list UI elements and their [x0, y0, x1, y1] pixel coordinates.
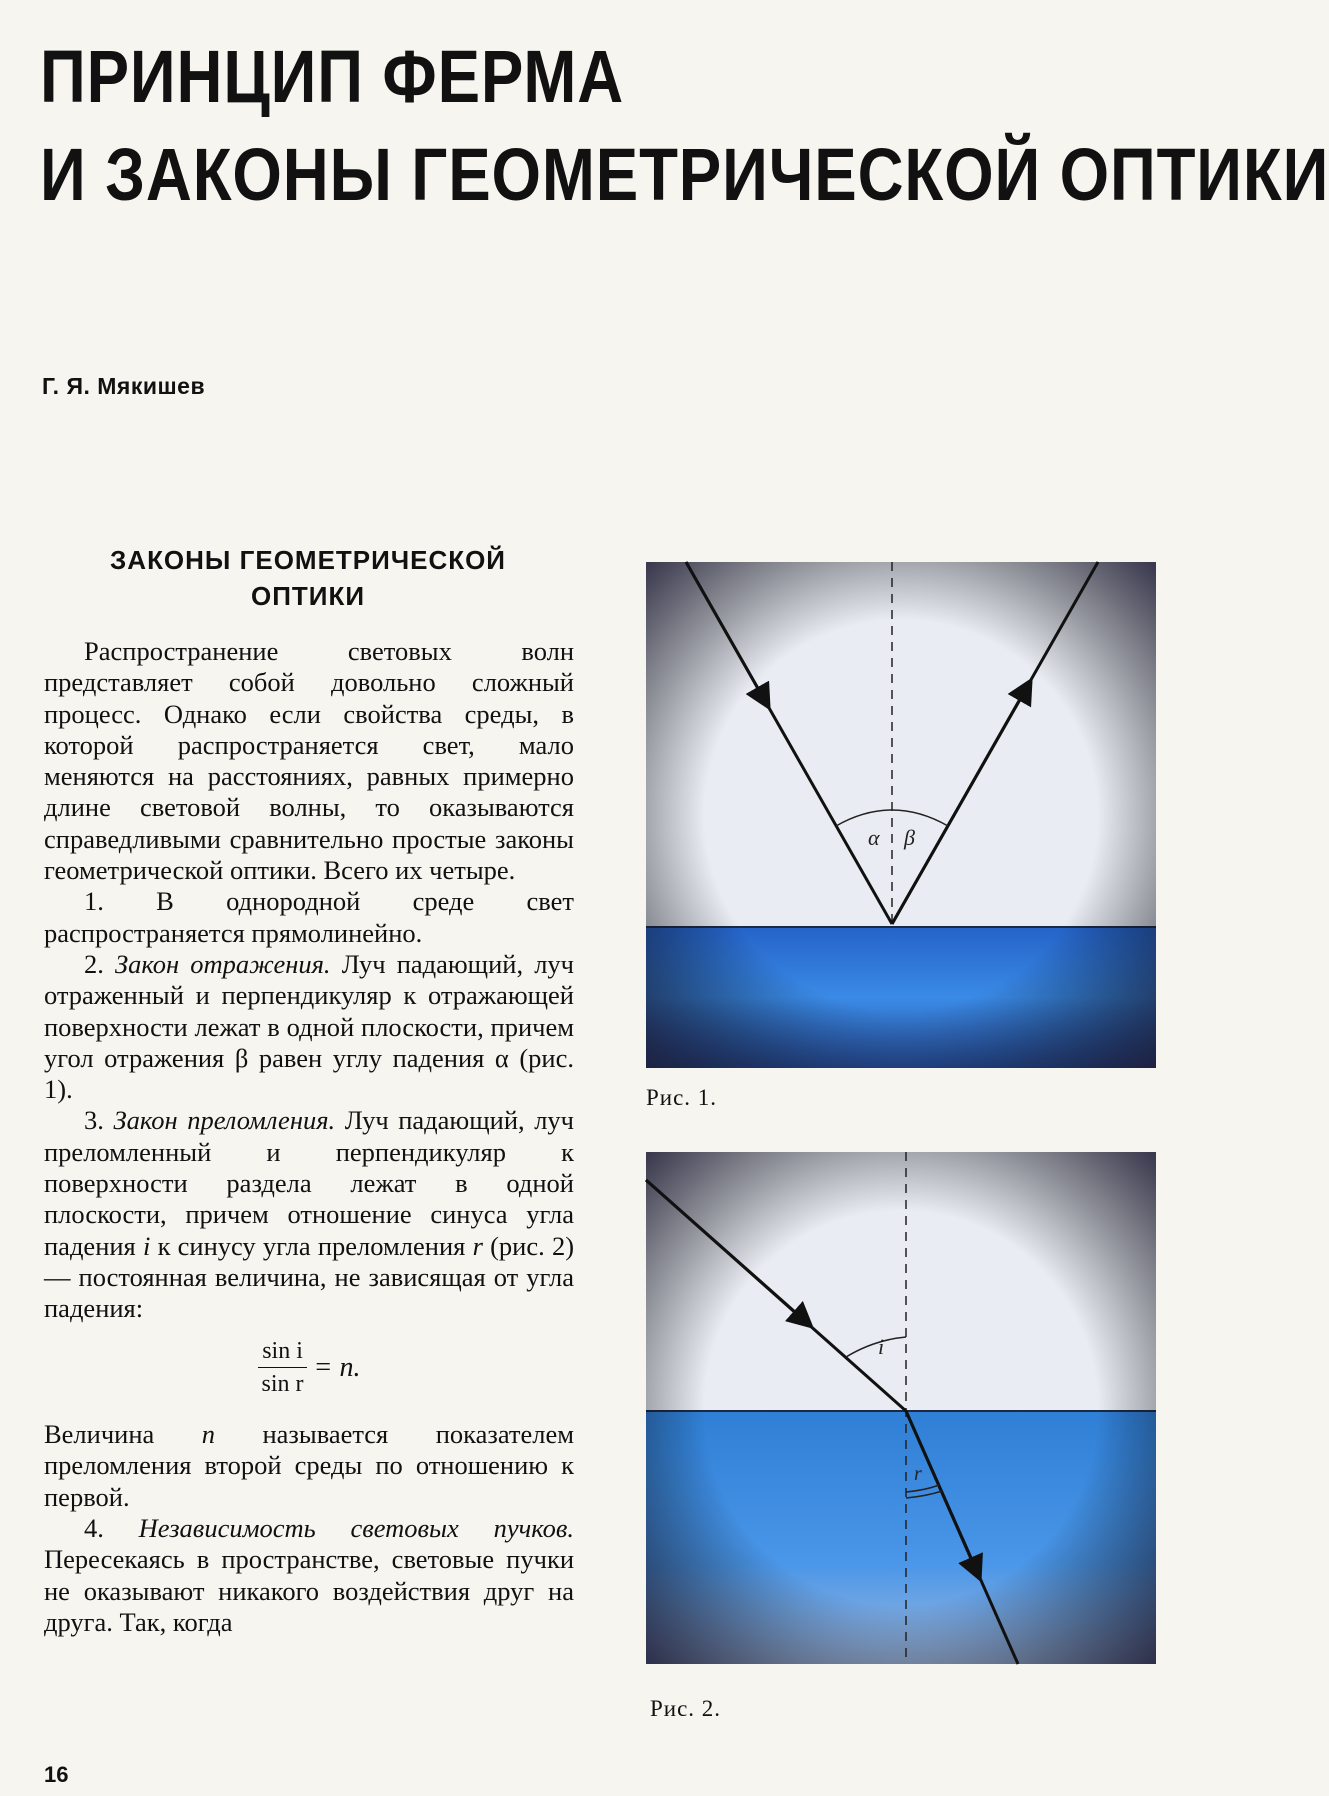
fig2-label-r: r: [914, 1463, 922, 1485]
law-4-name: Независимость световых пучков.: [138, 1513, 574, 1544]
law-3-text-a: Луч падающий, луч преломленный и перпендикуляр к поверхности раздела лежат в одной плоскости, причем отношение синуса угла падения: [44, 1105, 575, 1261]
paragraph-law-2: [44, 949, 574, 1105]
formula-fraction: [258, 1337, 308, 1400]
law-3-symbol-r: r: [472, 1230, 483, 1261]
figure-2-diagram: [646, 1152, 1156, 1664]
fig2-label-i: i: [878, 1334, 885, 1359]
figure-1-caption: Рис. 1.: [646, 1085, 718, 1110]
after-formula-text-a: Величина: [44, 1419, 155, 1450]
page-number: 16: [44, 1762, 69, 1787]
paragraph-law-3: [44, 1105, 574, 1324]
article-title-line-2: И ЗАКОНЫ ГЕОМЕТРИЧЕСКОЙ ОПТИКИ: [40, 133, 1329, 216]
formula-numerator: sin i: [258, 1337, 307, 1369]
fig1-label-beta: β: [904, 825, 915, 850]
paragraph-law-4: [44, 1513, 574, 1638]
law-3-number: 3.: [84, 1105, 104, 1136]
paragraph-intro: Распространение световых волн представляет собой довольно сложный процесс. Однако если свойства среды, в которой распространяется свет, мало меняются на расстояниях, равных примерно длине световой волны, то оказываются справедливыми сравнительно простые законы геометрической оптики. Всего их четыре.: [44, 636, 574, 886]
article-title-line-1: ПРИНЦИП ФЕРМА: [40, 35, 625, 118]
law-4-number: 4.: [84, 1513, 104, 1544]
after-formula-text-b: называется показателем преломления второй среды по отношению к первой.: [44, 1419, 575, 1512]
formula-rhs: = n.: [313, 1352, 361, 1384]
law-4-text: Пересекаясь в пространстве, световые пучки не оказывают никакого воздействия друг на друга. Так, когда: [44, 1544, 574, 1637]
section-heading: [44, 542, 572, 614]
law-2-text: Луч падающий, луч отраженный и перпендикуляр к отражающей поверхности лежат в одной плоскости, причем угол отражения β равен углу падения α (рис. 1).: [44, 948, 574, 1105]
author-name: Г. Я. Мякишев: [42, 373, 206, 399]
figure-2-caption: Рис. 2.: [650, 1696, 722, 1721]
article-body: [44, 636, 574, 1638]
fig1-vignette: [646, 562, 1156, 1068]
article-title: [40, 28, 1329, 224]
section-heading-line-1: ЗАКОНЫ ГЕОМЕТРИЧЕСКОЙ: [110, 545, 506, 575]
snell-formula: [44, 1337, 574, 1400]
law-3-text-c: (рис. 2) — постоянная величина, не зависящая от угла падения:: [44, 1230, 575, 1324]
after-formula-symbol-n: n: [201, 1419, 216, 1450]
paragraph-law-1: 1. В однородной среде свет распространяется прямолинейно.: [44, 886, 574, 948]
fig1-label-alpha: α: [868, 825, 880, 850]
law-3-name: Закон преломления.: [113, 1105, 336, 1136]
paragraph-after-formula: [44, 1419, 574, 1513]
formula-denominator: sin r: [261, 1371, 304, 1398]
law-2-name: Закон отражения.: [115, 948, 331, 979]
law-3-symbol-i: i: [142, 1230, 151, 1261]
section-heading-line-2: ОПТИКИ: [250, 581, 366, 611]
law-3-text-b: к синусу угла преломления: [157, 1230, 466, 1261]
figure-1-diagram: [646, 562, 1156, 1068]
figure-1-reflection: [646, 562, 1156, 1068]
figure-2-refraction: [646, 1152, 1156, 1664]
law-2-number: 2.: [84, 948, 104, 979]
